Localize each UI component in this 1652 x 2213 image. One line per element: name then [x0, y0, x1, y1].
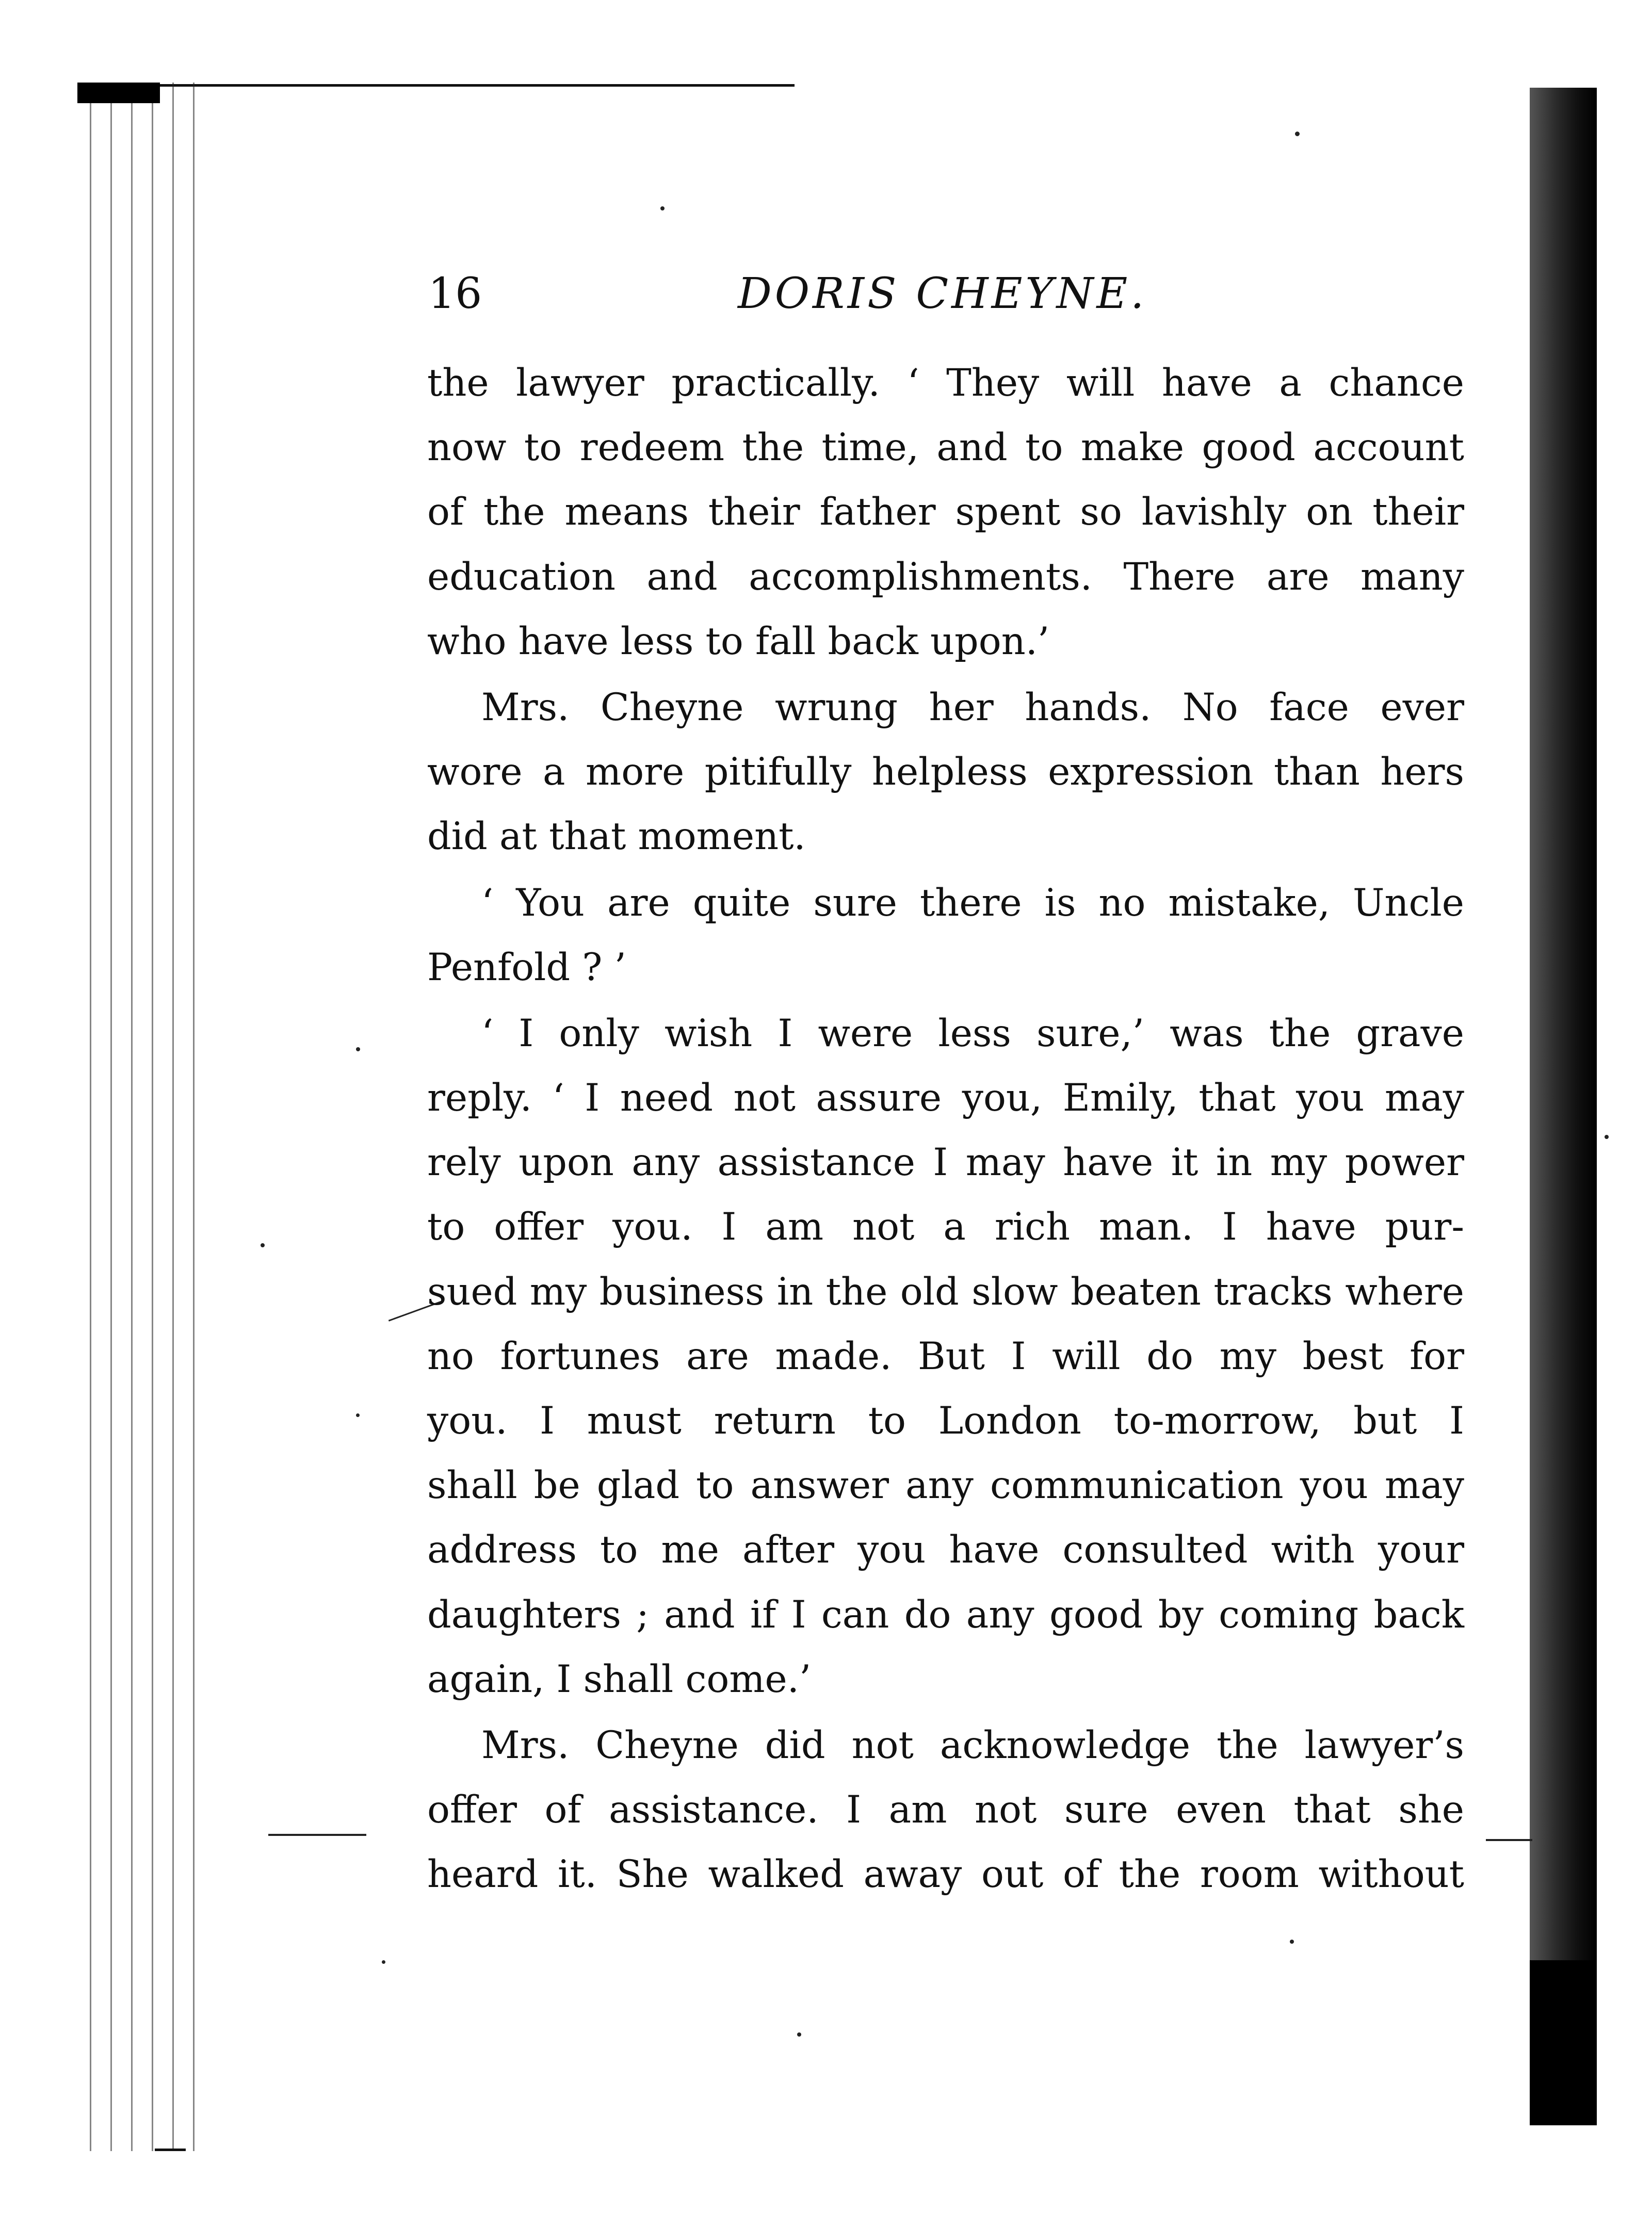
text-line: sued my business in the old slow beaten tracks where	[427, 1270, 1464, 1314]
scan-speck	[1290, 1940, 1294, 1944]
text-line: now to redeem the time, and to make good account	[427, 426, 1464, 470]
scan-binding-edge	[77, 83, 196, 2151]
scan-dash	[1486, 1839, 1532, 1841]
text-line: no fortunes are made. But I will do my best for	[427, 1334, 1464, 1378]
scan-speck	[1605, 1135, 1609, 1139]
text-line: wore a more pitifully helpless expression than hers	[427, 750, 1464, 794]
scan-page-edge-shadow	[1530, 1960, 1597, 2125]
text-line: ‘ I only wish I were less sure,’ was the grave	[481, 1011, 1464, 1055]
text-line: rely upon any assistance I may have it in my power	[427, 1141, 1464, 1185]
text-line: shall be glad to answer any communication you may	[427, 1463, 1464, 1508]
page-text	[427, 351, 1464, 1907]
scan-speck	[660, 206, 665, 210]
text-line: Mrs. Cheyne wrung her hands. No face ever	[481, 685, 1464, 729]
scan-speck	[382, 1960, 385, 1964]
scan-speck	[797, 2032, 801, 2037]
scan-speck	[261, 1243, 265, 1247]
scan-dash	[268, 1834, 366, 1836]
text-line: daughters ; and if I can do any good by coming back	[427, 1592, 1464, 1637]
text-line: Mrs. Cheyne did not acknowledge the lawyer’s	[481, 1723, 1464, 1767]
text-line: ‘ You are quite sure there is no mistake, Uncle	[481, 881, 1464, 925]
running-head	[428, 266, 1470, 322]
running-title: DORIS CHEYNE.	[738, 269, 1147, 318]
scan-binding-mark	[77, 83, 160, 103]
scan-page-edge	[1530, 88, 1597, 2125]
text-line: did at that moment.	[427, 815, 806, 859]
text-line: you. I must return to London to-morrow, but I	[427, 1399, 1464, 1443]
scan-speck	[356, 1047, 360, 1051]
text-line: reply. ‘ I need not assure you, Emily, that you may	[427, 1076, 1464, 1120]
text-line: of the means their father spent so lavishly on their	[427, 490, 1464, 534]
text-line: address to me after you have consulted with your	[427, 1528, 1464, 1572]
text-line: education and accomplishments. There are many	[427, 555, 1464, 599]
text-line: heard it. She walked away out of the room without	[427, 1852, 1464, 1897]
scan-top-rule	[155, 84, 795, 87]
text-line: Penfold ? ’	[427, 945, 626, 989]
text-line: offer of assistance. I am not sure even that she	[427, 1788, 1464, 1832]
scan-speck	[356, 1413, 360, 1417]
scan-speck	[1295, 132, 1300, 136]
text-line: again, I shall come.’	[427, 1657, 812, 1701]
text-line: the lawyer practically. ‘ They will have a chance	[427, 361, 1464, 405]
scan-bottom-rule	[155, 2149, 186, 2151]
text-line: to offer you. I am not a rich man. I have pur-	[427, 1205, 1464, 1249]
text-line: who have less to fall back upon.’	[427, 619, 1050, 663]
page-number: 16	[428, 269, 482, 318]
